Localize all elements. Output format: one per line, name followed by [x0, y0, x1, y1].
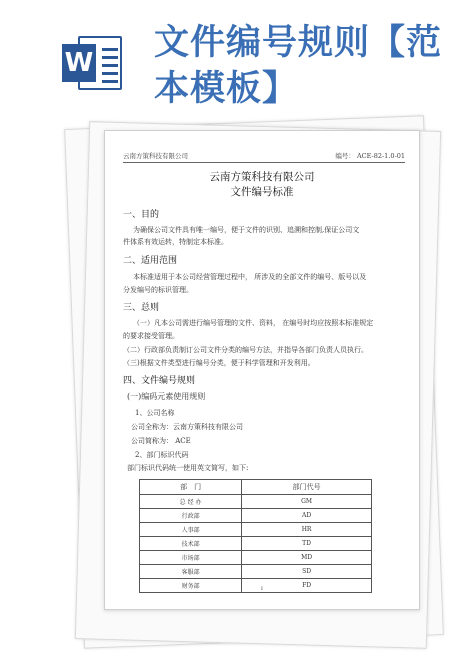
header-banner [0, 0, 474, 110]
paragraph-text: 为确保公司文件具有唯一编号，便于文件的识别、追溯和控制,保证公司文 [133, 226, 360, 234]
table-cell: FD [242, 579, 372, 593]
paragraph-text: 件体系有效运转，特制定本标准。 [123, 238, 228, 246]
running-header-company: 云南方策科技有限公司 [123, 152, 188, 160]
table-cell: 总 经 办 [140, 495, 242, 509]
paragraph-text: （二）行政部负责制订公司文件分类的编号方法，并指导各部门负责人员执行。 [123, 346, 368, 354]
table-cell: HR [242, 523, 372, 537]
paragraph-text: 公司全称为：云南方策科技有限公司 [131, 423, 243, 431]
running-header [123, 151, 405, 163]
table-cell: TD [242, 537, 372, 551]
paragraph-text: 分发编号的标识管理。 [123, 286, 193, 294]
list-item: 1、公司名称 [135, 409, 175, 417]
paragraph-text: 部门标识代码统一使用英文简写，如下: [127, 464, 249, 472]
paragraph-text: （三)根据文件类型进行编号分类，便于科学管理和开发利用。 [123, 359, 315, 367]
section-heading-rules: 四、文件编号规则 [123, 376, 196, 386]
table-header-row [140, 480, 372, 495]
table-cell: 人事部 [140, 523, 242, 537]
table-cell: SD [242, 565, 372, 579]
table-cell: 市场部 [140, 551, 242, 565]
table-header-cell: 部门代号 [242, 480, 372, 495]
table-cell: 客服部 [140, 565, 242, 579]
table-row [140, 495, 372, 509]
paragraph-text: （一）凡本公司需进行编号管理的文件、资料， 在编号时均应按照本标准规定 [133, 319, 374, 327]
document-page [104, 130, 420, 610]
word-document-icon [62, 34, 124, 92]
table-cell: AD [242, 509, 372, 523]
table-cell: 技术部 [140, 537, 242, 551]
paragraph-text: 公司简称为： ACE [131, 437, 191, 445]
table-row [140, 565, 372, 579]
banner-title-line2: 本模板】 [154, 69, 299, 109]
subsection-heading: (一)编码元素使用规则 [127, 392, 206, 401]
paragraph-text: 的要求接受管理。 [123, 332, 179, 340]
word-logo-letter: W [62, 44, 96, 82]
table-cell: 行政部 [140, 509, 242, 523]
table-row [140, 509, 372, 523]
table-cell: MD [242, 551, 372, 565]
running-header-code: 编号： ACE-82-1.0-01 [335, 152, 405, 160]
table-header-cell: 部 门 [140, 480, 242, 495]
section-heading-general: 三、总则 [123, 303, 160, 313]
section-heading-scope: 二、适用范围 [123, 256, 178, 266]
table-row [140, 523, 372, 537]
banner-title-line1: 文件编号规则【范 [154, 23, 443, 63]
table-cell: GM [242, 495, 372, 509]
paragraph-text: 本标准适用于本公司经营管理过程中， 所涉及的全部文件的编号、版号以及 [133, 273, 367, 281]
table-row [140, 537, 372, 551]
list-item: 2、部门标识代码 [135, 451, 189, 459]
page-number: 1 [260, 586, 264, 592]
document-title: 文件编号标准 [230, 186, 294, 198]
section-heading-purpose: 一、目的 [123, 210, 160, 220]
document-company: 云南方策科技有限公司 [209, 171, 315, 183]
banner-title [154, 20, 474, 112]
department-code-table [139, 479, 372, 593]
table-cell: 财务部 [140, 579, 242, 593]
table-row [140, 551, 372, 565]
